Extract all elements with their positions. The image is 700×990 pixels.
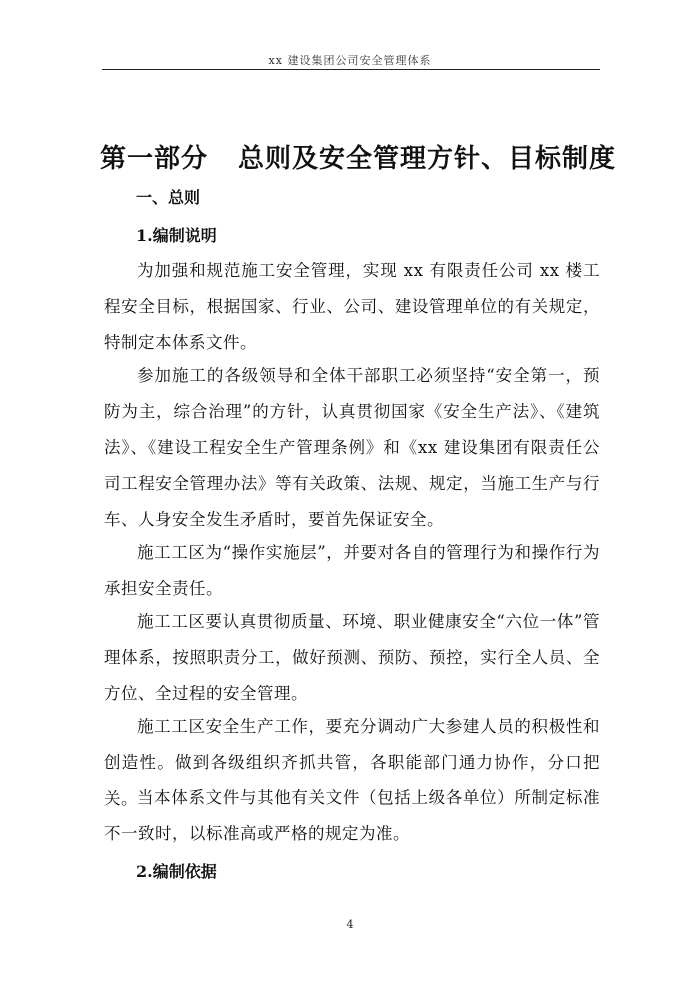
part-number: 第一部分 [100,144,209,174]
part-title [100,143,620,175]
paragraph-work-area-responsibility: 施工工区为“操作实施层”，并要对各自的管理行为和操作行为承担安全责任。 [104,543,600,598]
section-heading-general: 一、总则 [136,188,201,207]
paragraph-purpose: 为加强和规范施工安全管理，实现 xx 有限责任公司 xx 楼工程安全目标，根据国家、行业、公司、建设管理单位的有关规定，特制定本体系文件。 [104,261,600,352]
subsection-heading-compilation-basis: 2.编制依据 [136,862,217,881]
subsection-heading-compilation-notes: 1.编制说明 [136,226,217,245]
paragraph-management-system: 施工工区要认真贯彻质量、环境、职业健康安全“六位一体”管理体系，按照职责分工，做好预测、预防、预控，实行全人员、全方位、全过程的安全管理。 [104,612,600,703]
paragraph-participation: 施工工区安全生产工作，要充分调动广大参建人员的积极性和创造性。做到各级组织齐抓共管，各职能部门通力协作，分口把关。 [104,717,600,808]
part-name: 总则及安全管理方针、目标制度 [238,144,617,174]
page-number: 4 [346,918,354,931]
paragraph-standards-precedence: 当本体系文件与其他有关文件（包括上级各单位）所制定标准不一致时，以标准高或严格的规定为准。 [104,788,600,843]
paragraph-safety-policy: 参加施工的各级领导和全体干部职工必须坚持“安全第一，预防为主，综合治理”的方针，认真贯彻国家《安全生产法》、《建筑法》、《建设工程安全生产管理条例》和《xx 建设集团有限责任公司工程安全管理办法》等有关政策、法规、规定，当施工生产与行车、人身安全发生矛盾时，要首先保证安全。 [104,366,600,529]
header-divider [102,69,600,70]
running-header: xx 建设集团公司安全管理体系 [268,54,432,67]
